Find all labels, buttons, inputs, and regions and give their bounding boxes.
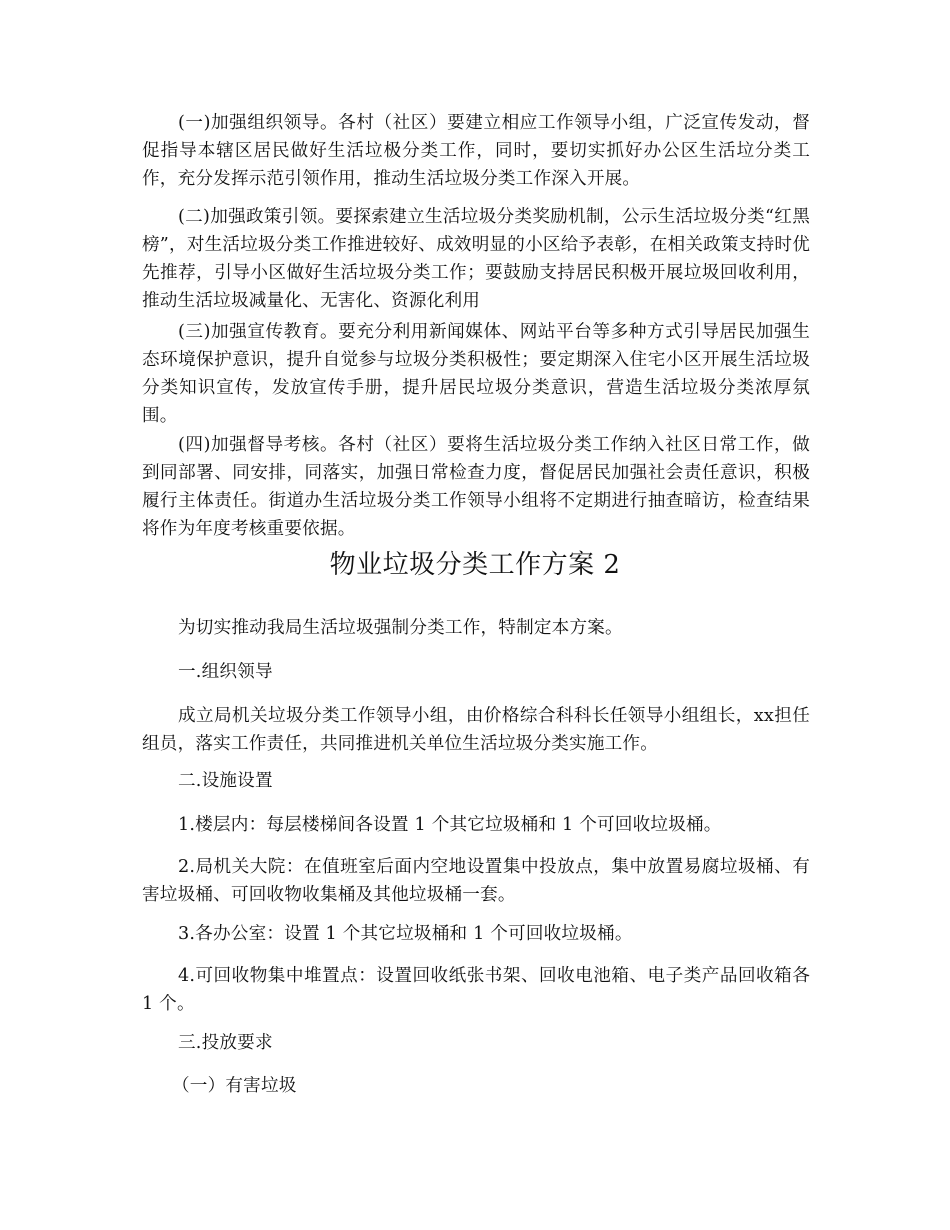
paragraph-strengthen-policy: (二)加强政策引领。要探索建立生活垃圾分类奖励机制，公示生活垃圾分类“红黑榜”，对生活垃圾分类工作推进较好、成效明显的小区给予表彰，在相关政策支持时优先推荐，引导小区做好生活垃圾分类工作；要鼓励支持居民积极开展垃圾回收利用，推动生活垃圾减量化、无害化、资源化利用	[142, 207, 810, 311]
heading-organization-leadership: 一.组织领导	[178, 662, 273, 682]
section-title: 物业垃圾分类工作方案 2	[329, 550, 621, 580]
heading-disposal-requirements: 三.投放要求	[178, 1033, 273, 1053]
paragraph-strengthen-organization: (一)加强组织领导。各村（社区）要建立相应工作领导小组，广泛宣传发动，督促指导本辖区居民做好生活垃极分类工作，同时，要切实抓好办公区生活垃分类工作，充分发挥示范引领作用，推动生活垃圾分类工作深入开展。	[142, 113, 810, 189]
paragraph-strengthen-supervision: (四)加强督导考核。各村（社区）要将生活垃圾分类工作纳入社区日常工作，做到同部署、同安排，同落实，加强日常检查力度，督促居民加强社会责任意识，积极履行主体责任。街道办生活垃圾分类工作领导小组将不定期进行抽查暗访，检查结果将作为年度考核重要依据。	[142, 435, 810, 539]
paragraph-strengthen-publicity: (三)加强宣传教育。要充分利用新闻媒体、网站平台等多种方式引导居民加强生态环境保护意识，提升自觉参与垃圾分类积极性；要定期深入住宅小区开展生活垃圾分类知识宣传，发放宣传手册，提升居民垃圾分类意识，营造生活垃圾分类浓厚氛围。	[142, 322, 810, 426]
paragraph-organization: 成立局机关垃圾分类工作领导小组，由价格综合科科长任领导小组组长，xx担任组员，落实工作责任，共同推进机关单位生活垃圾分类实施工作。	[142, 706, 810, 754]
list-item-recycling-point: 4.可回收物集中堆置点：设置回收纸张书架、回收电池箱、电子类产品回收箱各 1 个。	[142, 966, 810, 1014]
paragraph-intro: 为切实推动我局生活垃圾强制分类工作，特制定本方案。	[178, 618, 623, 638]
list-item-courtyard: 2.局机关大院：在值班室后面内空地设置集中投放点，集中放置易腐垃圾桶、有害垃圾桶、可回收物收集桶及其他垃圾桶一套。	[142, 857, 810, 905]
list-item-offices: 3.各办公室：设置 1 个其它垃圾桶和 1 个可回收垃圾桶。	[178, 924, 633, 944]
heading-facility-setup: 二.设施设置	[178, 771, 273, 791]
subheading-hazardous-waste: （一）有害垃圾	[172, 1076, 297, 1096]
list-item-floor: 1.楼层内：每层楼梯间各设置 1 个其它垃圾桶和 1 个可回收垃圾桶。	[178, 815, 722, 835]
